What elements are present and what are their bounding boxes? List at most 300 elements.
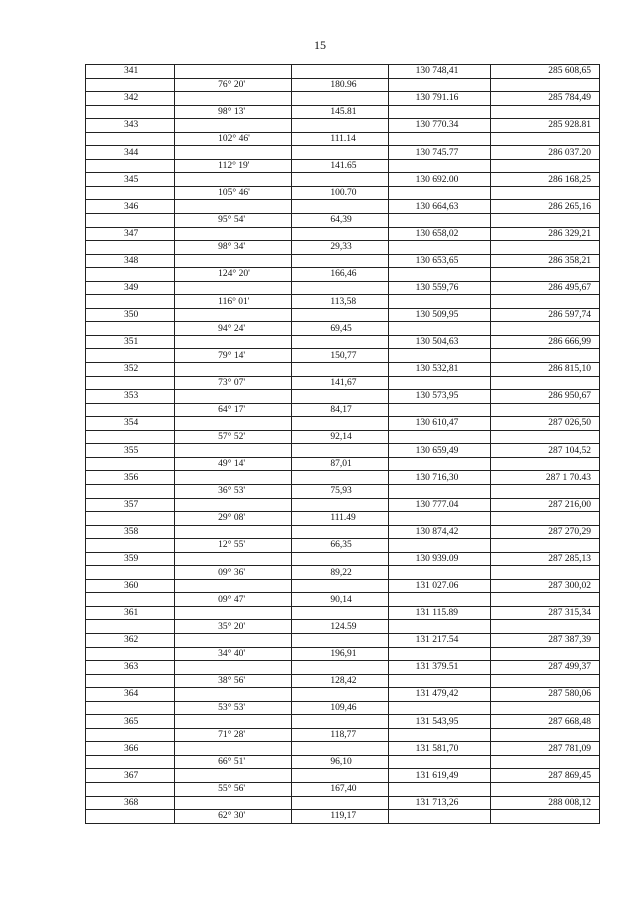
empty-cell (86, 512, 175, 526)
empty-cell (388, 268, 490, 282)
point-number-cell: 365 (86, 715, 175, 729)
empty-cell (86, 376, 175, 390)
length-cell: 141.65 (292, 159, 388, 173)
table-row-point (86, 363, 600, 377)
point-number-cell: 358 (86, 525, 175, 539)
empty-cell (292, 715, 388, 729)
table-row-point (86, 227, 600, 241)
table-row-point (86, 146, 600, 160)
x-coordinate-cell: 131 479,42 (388, 688, 490, 702)
empty-cell (86, 701, 175, 715)
table-row-segment (86, 782, 600, 796)
x-coordinate-cell: 131 379.51 (388, 661, 490, 675)
y-coordinate-cell: 286 037.20 (490, 146, 599, 160)
length-cell: 84,17 (292, 403, 388, 417)
empty-cell (86, 295, 175, 309)
y-coordinate-cell: 285 928.81 (490, 119, 599, 133)
x-coordinate-cell: 130 745.77 (388, 146, 490, 160)
length-cell: 111.14 (292, 132, 388, 146)
empty-cell (388, 512, 490, 526)
empty-cell (292, 308, 388, 322)
point-number-cell: 352 (86, 363, 175, 377)
empty-cell (292, 200, 388, 214)
empty-cell (175, 363, 292, 377)
length-cell: 166,46 (292, 268, 388, 282)
angle-cell: 73° 07' (175, 376, 292, 390)
x-coordinate-cell: 130 659,49 (388, 444, 490, 458)
empty-cell (292, 471, 388, 485)
table-row-point (86, 281, 600, 295)
empty-cell (388, 620, 490, 634)
table-row-point (86, 417, 600, 431)
y-coordinate-cell: 287 499,37 (490, 661, 599, 675)
empty-cell (86, 593, 175, 607)
angle-cell: 95° 54' (175, 214, 292, 228)
empty-cell (490, 728, 599, 742)
empty-cell (86, 322, 175, 336)
point-number-cell: 341 (86, 65, 175, 79)
angle-cell: 49° 14' (175, 457, 292, 471)
y-coordinate-cell: 287 104,52 (490, 444, 599, 458)
empty-cell (86, 349, 175, 363)
empty-cell (175, 335, 292, 349)
empty-cell (86, 457, 175, 471)
table-row-point (86, 796, 600, 810)
empty-cell (490, 132, 599, 146)
y-coordinate-cell: 287 668,48 (490, 715, 599, 729)
point-number-cell: 363 (86, 661, 175, 675)
point-number-cell: 354 (86, 417, 175, 431)
empty-cell (490, 403, 599, 417)
y-coordinate-cell: 285 608,65 (490, 65, 599, 79)
angle-cell: 34° 40' (175, 647, 292, 661)
empty-cell (292, 417, 388, 431)
point-number-cell: 346 (86, 200, 175, 214)
empty-cell (175, 65, 292, 79)
empty-cell (292, 688, 388, 702)
empty-cell (388, 241, 490, 255)
empty-cell (175, 281, 292, 295)
length-cell: 87,01 (292, 457, 388, 471)
angle-cell: 12° 55' (175, 539, 292, 553)
empty-cell (490, 701, 599, 715)
empty-cell (490, 349, 599, 363)
empty-cell (292, 796, 388, 810)
angle-cell: 66° 51' (175, 755, 292, 769)
empty-cell (388, 701, 490, 715)
empty-cell (388, 186, 490, 200)
length-cell: 96,10 (292, 755, 388, 769)
point-number-cell: 343 (86, 119, 175, 133)
empty-cell (490, 214, 599, 228)
empty-cell (292, 363, 388, 377)
point-number-cell: 342 (86, 92, 175, 106)
empty-cell (86, 782, 175, 796)
empty-cell (490, 159, 599, 173)
empty-cell (388, 132, 490, 146)
angle-cell: 38° 56' (175, 674, 292, 688)
x-coordinate-cell: 130 559,76 (388, 281, 490, 295)
length-cell: 167,40 (292, 782, 388, 796)
empty-cell (490, 566, 599, 580)
empty-cell (175, 525, 292, 539)
empty-cell (388, 674, 490, 688)
empty-cell (292, 661, 388, 675)
empty-cell (388, 484, 490, 498)
empty-cell (388, 782, 490, 796)
empty-cell (292, 390, 388, 404)
empty-cell (86, 755, 175, 769)
length-cell: 118,77 (292, 728, 388, 742)
coordinates-table (85, 64, 600, 824)
angle-cell: 79° 14' (175, 349, 292, 363)
length-cell: 196,91 (292, 647, 388, 661)
x-coordinate-cell: 130 509,95 (388, 308, 490, 322)
angle-cell: 36° 53' (175, 484, 292, 498)
table-row-segment (86, 674, 600, 688)
angle-cell: 64° 17' (175, 403, 292, 417)
empty-cell (292, 552, 388, 566)
empty-cell (388, 105, 490, 119)
table-row-segment (86, 539, 600, 553)
table-row-segment (86, 295, 600, 309)
table-row-segment (86, 430, 600, 444)
y-coordinate-cell: 286 168,25 (490, 173, 599, 187)
x-coordinate-cell: 130 653,65 (388, 254, 490, 268)
table-row-segment (86, 105, 600, 119)
empty-cell (86, 186, 175, 200)
table-row-segment (86, 701, 600, 715)
table-row-segment (86, 512, 600, 526)
empty-cell (175, 633, 292, 647)
y-coordinate-cell: 287 026,50 (490, 417, 599, 431)
y-coordinate-cell: 286 950,67 (490, 390, 599, 404)
empty-cell (388, 539, 490, 553)
x-coordinate-cell: 130 939.09 (388, 552, 490, 566)
table-row-point (86, 200, 600, 214)
angle-cell: 116° 01' (175, 295, 292, 309)
table-row-point (86, 552, 600, 566)
empty-cell (86, 241, 175, 255)
y-coordinate-cell: 288 008,12 (490, 796, 599, 810)
empty-cell (175, 769, 292, 783)
empty-cell (292, 254, 388, 268)
empty-cell (490, 241, 599, 255)
table-row-segment (86, 186, 600, 200)
table-row-segment (86, 620, 600, 634)
empty-cell (490, 186, 599, 200)
length-cell: 92,14 (292, 430, 388, 444)
point-number-cell: 360 (86, 579, 175, 593)
y-coordinate-cell: 286 265,16 (490, 200, 599, 214)
point-number-cell: 367 (86, 769, 175, 783)
y-coordinate-cell: 287 580,06 (490, 688, 599, 702)
empty-cell (388, 322, 490, 336)
x-coordinate-cell: 130 664,63 (388, 200, 490, 214)
y-coordinate-cell: 287 387,39 (490, 633, 599, 647)
x-coordinate-cell: 130 770.34 (388, 119, 490, 133)
length-cell: 89,22 (292, 566, 388, 580)
empty-cell (86, 78, 175, 92)
table-row-segment (86, 132, 600, 146)
x-coordinate-cell: 131 027.06 (388, 579, 490, 593)
empty-cell (292, 65, 388, 79)
length-cell: 113,58 (292, 295, 388, 309)
angle-cell: 71° 28' (175, 728, 292, 742)
length-cell: 69,45 (292, 322, 388, 336)
length-cell: 109,46 (292, 701, 388, 715)
empty-cell (388, 376, 490, 390)
x-coordinate-cell: 130 716,30 (388, 471, 490, 485)
empty-cell (175, 92, 292, 106)
x-coordinate-cell: 131 581,70 (388, 742, 490, 756)
table-row-point (86, 769, 600, 783)
empty-cell (388, 349, 490, 363)
empty-cell (175, 661, 292, 675)
length-cell: 150,77 (292, 349, 388, 363)
empty-cell (86, 159, 175, 173)
x-coordinate-cell: 131 619,49 (388, 769, 490, 783)
point-number-cell: 366 (86, 742, 175, 756)
y-coordinate-cell: 286 815,10 (490, 363, 599, 377)
empty-cell (490, 268, 599, 282)
x-coordinate-cell: 130 658,02 (388, 227, 490, 241)
empty-cell (292, 119, 388, 133)
table-row-point (86, 715, 600, 729)
empty-cell (490, 647, 599, 661)
empty-cell (175, 227, 292, 241)
empty-cell (175, 742, 292, 756)
empty-cell (86, 620, 175, 634)
table-row-segment (86, 241, 600, 255)
point-number-cell: 364 (86, 688, 175, 702)
length-cell: 100.70 (292, 186, 388, 200)
empty-cell (86, 484, 175, 498)
x-coordinate-cell: 131 543,95 (388, 715, 490, 729)
empty-cell (86, 728, 175, 742)
point-number-cell: 359 (86, 552, 175, 566)
table-row-segment (86, 78, 600, 92)
y-coordinate-cell: 287 869,45 (490, 769, 599, 783)
empty-cell (175, 796, 292, 810)
empty-cell (175, 715, 292, 729)
empty-cell (388, 159, 490, 173)
empty-cell (86, 214, 175, 228)
table-row-segment (86, 755, 600, 769)
y-coordinate-cell: 287 216,00 (490, 498, 599, 512)
table-row-segment (86, 484, 600, 498)
table-row-segment (86, 322, 600, 336)
y-coordinate-cell: 287 1 70.43 (490, 471, 599, 485)
angle-cell: 53° 53' (175, 701, 292, 715)
empty-cell (292, 281, 388, 295)
empty-cell (388, 755, 490, 769)
table-row-segment (86, 403, 600, 417)
empty-cell (292, 146, 388, 160)
table-row-point (86, 254, 600, 268)
point-number-cell: 347 (86, 227, 175, 241)
empty-cell (86, 566, 175, 580)
x-coordinate-cell: 130 610,47 (388, 417, 490, 431)
empty-cell (292, 769, 388, 783)
empty-cell (490, 457, 599, 471)
table-row-segment (86, 728, 600, 742)
x-coordinate-cell: 131 217.54 (388, 633, 490, 647)
length-cell: 64,39 (292, 214, 388, 228)
table-row-point (86, 742, 600, 756)
x-coordinate-cell: 131 713,26 (388, 796, 490, 810)
empty-cell (175, 471, 292, 485)
empty-cell (175, 254, 292, 268)
empty-cell (388, 295, 490, 309)
empty-cell (388, 403, 490, 417)
table-row-segment (86, 268, 600, 282)
empty-cell (490, 78, 599, 92)
y-coordinate-cell: 287 270,29 (490, 525, 599, 539)
table-row-segment (86, 457, 600, 471)
empty-cell (175, 308, 292, 322)
y-coordinate-cell: 286 666,99 (490, 335, 599, 349)
point-number-cell: 356 (86, 471, 175, 485)
empty-cell (490, 322, 599, 336)
x-coordinate-cell: 131 115.89 (388, 606, 490, 620)
empty-cell (86, 539, 175, 553)
empty-cell (388, 457, 490, 471)
empty-cell (490, 512, 599, 526)
empty-cell (490, 105, 599, 119)
empty-cell (292, 444, 388, 458)
point-number-cell: 349 (86, 281, 175, 295)
angle-cell: 35° 20' (175, 620, 292, 634)
empty-cell (292, 498, 388, 512)
point-number-cell: 362 (86, 633, 175, 647)
table-row-segment (86, 349, 600, 363)
empty-cell (86, 674, 175, 688)
point-number-cell: 353 (86, 390, 175, 404)
x-coordinate-cell: 130 692.00 (388, 173, 490, 187)
table-row-segment (86, 593, 600, 607)
empty-cell (490, 620, 599, 634)
table-row-point (86, 308, 600, 322)
table-row-point (86, 92, 600, 106)
empty-cell (86, 268, 175, 282)
empty-cell (175, 173, 292, 187)
table-row-point (86, 688, 600, 702)
point-number-cell: 361 (86, 606, 175, 620)
length-cell: 119,17 (292, 810, 388, 824)
x-coordinate-cell: 130 777.04 (388, 498, 490, 512)
empty-cell (175, 498, 292, 512)
empty-cell (490, 376, 599, 390)
empty-cell (86, 430, 175, 444)
table-row-point (86, 606, 600, 620)
empty-cell (86, 105, 175, 119)
angle-cell: 102° 46' (175, 132, 292, 146)
empty-cell (86, 810, 175, 824)
empty-cell (175, 606, 292, 620)
length-cell: 75,93 (292, 484, 388, 498)
empty-cell (175, 146, 292, 160)
table-row-point (86, 173, 600, 187)
angle-cell: 55° 56' (175, 782, 292, 796)
table-row-point (86, 119, 600, 133)
y-coordinate-cell: 286 495,67 (490, 281, 599, 295)
y-coordinate-cell: 287 781,09 (490, 742, 599, 756)
x-coordinate-cell: 130 573,95 (388, 390, 490, 404)
length-cell: 145.81 (292, 105, 388, 119)
y-coordinate-cell: 287 285,13 (490, 552, 599, 566)
x-coordinate-cell: 130 748,41 (388, 65, 490, 79)
empty-cell (490, 810, 599, 824)
y-coordinate-cell: 287 300,02 (490, 579, 599, 593)
empty-cell (292, 742, 388, 756)
empty-cell (388, 430, 490, 444)
empty-cell (175, 552, 292, 566)
empty-cell (292, 579, 388, 593)
point-number-cell: 368 (86, 796, 175, 810)
point-number-cell: 348 (86, 254, 175, 268)
empty-cell (86, 647, 175, 661)
empty-cell (388, 214, 490, 228)
x-coordinate-cell: 130 791.16 (388, 92, 490, 106)
table-row-point (86, 498, 600, 512)
empty-cell (175, 579, 292, 593)
table-row-point (86, 390, 600, 404)
empty-cell (292, 173, 388, 187)
empty-cell (175, 444, 292, 458)
empty-cell (86, 403, 175, 417)
x-coordinate-cell: 130 532,81 (388, 363, 490, 377)
empty-cell (490, 674, 599, 688)
empty-cell (292, 525, 388, 539)
empty-cell (292, 335, 388, 349)
angle-cell: 09° 36' (175, 566, 292, 580)
angle-cell: 76° 20' (175, 78, 292, 92)
point-number-cell: 357 (86, 498, 175, 512)
angle-cell: 105° 46' (175, 186, 292, 200)
angle-cell: 112° 19' (175, 159, 292, 173)
length-cell: 111.49 (292, 512, 388, 526)
length-cell: 124.59 (292, 620, 388, 634)
empty-cell (292, 227, 388, 241)
empty-cell (490, 295, 599, 309)
table-row-point (86, 633, 600, 647)
empty-cell (86, 132, 175, 146)
y-coordinate-cell: 286 329,21 (490, 227, 599, 241)
table-row-segment (86, 566, 600, 580)
length-cell: 128,42 (292, 674, 388, 688)
length-cell: 29,33 (292, 241, 388, 255)
angle-cell: 29° 08' (175, 512, 292, 526)
length-cell: 180.96 (292, 78, 388, 92)
empty-cell (175, 417, 292, 431)
angle-cell: 62° 30' (175, 810, 292, 824)
table-row-point (86, 444, 600, 458)
angle-cell: 94° 24' (175, 322, 292, 336)
table-row-segment (86, 159, 600, 173)
angle-cell: 57° 52' (175, 430, 292, 444)
angle-cell: 98° 34' (175, 241, 292, 255)
table-row-segment (86, 810, 600, 824)
empty-cell (292, 606, 388, 620)
y-coordinate-cell: 286 597,74 (490, 308, 599, 322)
page-number: 15 (314, 38, 326, 52)
empty-cell (175, 119, 292, 133)
empty-cell (388, 728, 490, 742)
table-row-segment (86, 647, 600, 661)
point-number-cell: 350 (86, 308, 175, 322)
empty-cell (490, 484, 599, 498)
